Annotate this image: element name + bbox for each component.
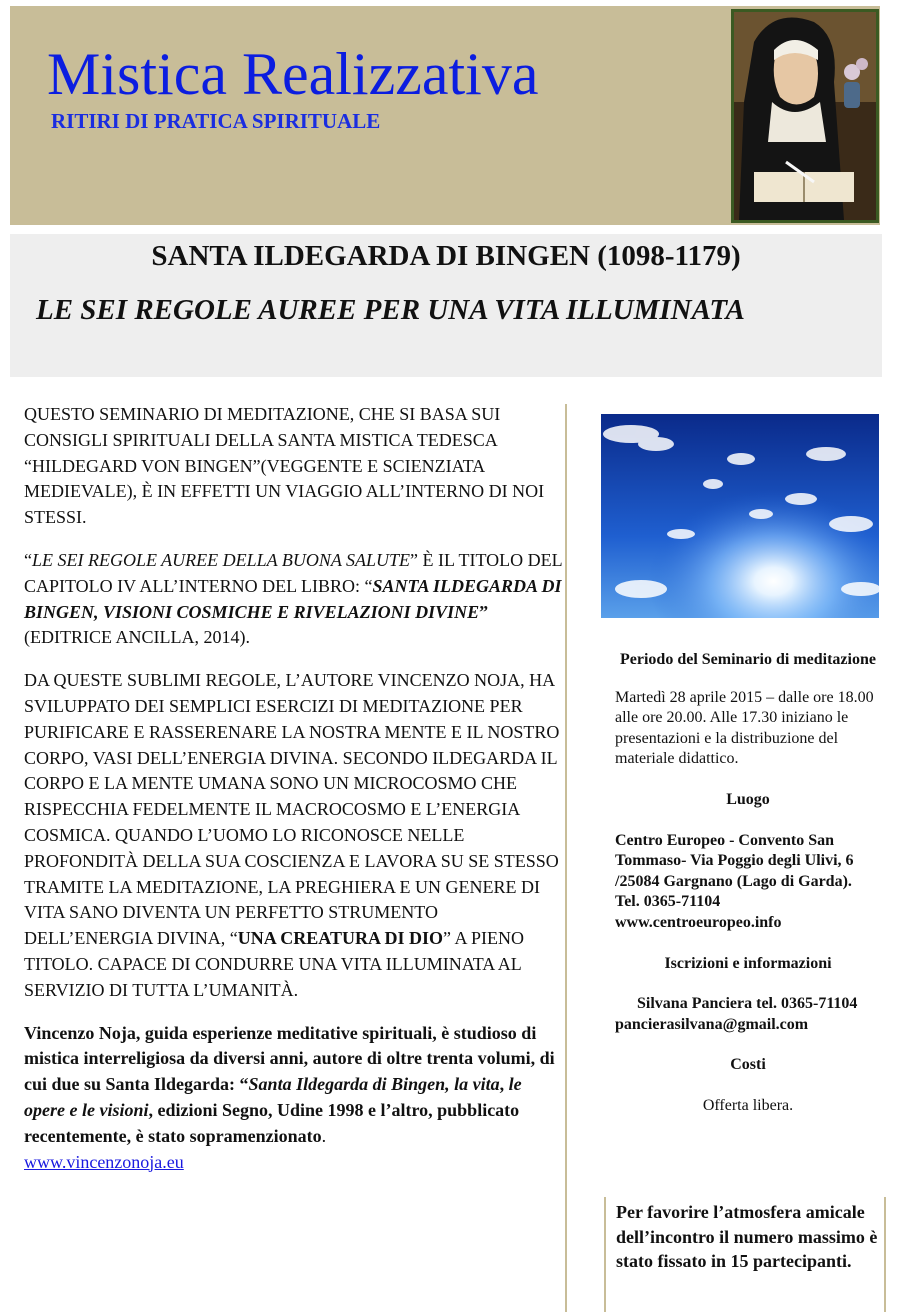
place-phone: Tel. 0365-71104 [615, 893, 721, 911]
period-heading: Periodo del Seminario di meditazione [620, 651, 876, 668]
info-email[interactable]: pancierasilvana@gmail.com [615, 1015, 809, 1033]
creature-phrase: UNA CREATURA DI DIO [237, 928, 443, 949]
rules-end: ” A PIENO TITOLO. CAPACE DI CONDURRE UNA VITA ILLUMINATA AL SERVIZIO DI TUTTA L’UMANITÀ. [24, 928, 524, 1000]
place-heading: Luogo [726, 790, 770, 808]
main-heading: SANTA ILDEGARDA DI BINGEN (1098-1179) [151, 240, 741, 272]
left-column [24, 402, 564, 1175]
intro-paragraph: QUESTO SEMINARIO DI MEDITAZIONE, CHE SI BASA SUI CONSIGLI SPIRITUALI DELLA SANTA MISTICA TEDESCA “HILDEGARD VON BINGEN”(VEGGENTE E SCIENZIATA MEDIEVALE), È IN EFFETTI UN VIAGGIO ALL’INTERNO DI NOI STESSI. [24, 404, 545, 528]
quote-open: “ [24, 549, 32, 570]
bio-text: Vincenzo Noja, guida esperienze meditative spirituali, è studioso di mistica interreligiosa da diversi anni, autore di oltre trenta volumi, di cui due su Santa Ildegarda: “ [24, 1022, 555, 1095]
rules-text: DA QUESTE SUBLIMI REGOLE, L’AUTORE VINCENZO NOJA, HA SVILUPPATO DEI SEMPLICI ESERCIZI DI MEDITAZIONE PER PURIFICARE E RASSERENARE LA NOSTRA MENTE E IL NOSTRO CORPO, VASI DELL’ENERGIA DIVINA. SECONDO ILDEGARDA IL CORPO E LA MENTE UMANA SONO UN MICROCOSMO CHE RISPECCHIA FEDELMENTE IL MACROCOSMO E L’ENERGIA COSMICA. QUANDO L’UOMO LO RICONOSCE NELLE PROFONDITÀ DELLA SUA COSCIENZA E LAVORA SU SE STESSO TRAMITE LA MEDITAZIONE, LA PREGHIERA E UN GENERE DI VITA SANO DIVENTA UN PERFETTO STRUMENTO DELL’ENERGIA DIVINA, “ [24, 670, 560, 949]
rules-paragraph [24, 668, 564, 1003]
sky-illustration [601, 414, 879, 618]
book-publisher: (EDITRICE ANCILLA, 2014). [24, 627, 250, 648]
page-subtitle: RITIRI DI PRATICA SPIRITUALE [51, 109, 381, 133]
main-subheading: LE SEI REGOLE AUREE PER UNA VITA ILLUMINATA [36, 294, 745, 326]
info-heading: Iscrizioni e informazioni [664, 954, 832, 972]
book-intro-text: ” È IL TITOLO DEL CAPITOLO IV ALL’INTERNO DEL LIBRO: “ [24, 549, 562, 596]
bio-book-title-2: le opere e le visioni [24, 1074, 522, 1120]
right-column [615, 650, 881, 1117]
bio-text-end: , edizioni Segno, Udine 1998 e l’altro, pubblicato recentemente, è stato sopramenzionato [24, 1099, 520, 1146]
place-website[interactable]: www.centroeuropeo.info [615, 913, 782, 931]
bio-comma: , [499, 1074, 509, 1095]
cost-heading: Costi [730, 1056, 766, 1074]
quote-close: ” [479, 601, 489, 622]
header-banner [10, 6, 880, 225]
bio-book-title-1: Santa Ildegarda di Bingen, la vita [248, 1074, 500, 1095]
sky-sun-image [601, 414, 879, 618]
info-contact: Silvana Panciera tel. 0365-71104 [637, 995, 858, 1013]
saint-portrait-image [731, 9, 879, 223]
heading-band [10, 234, 882, 377]
page-title: Mistica Realizzativa [47, 41, 539, 107]
book-title: SANTA ILDEGARDA DI BINGEN, VISIONI COSMICHE E RIVELAZIONI DIVINE [24, 575, 562, 622]
period-text: Martedì 28 aprile 2015 – dalle ore 18.00 alle ore 20.00. Alle 17.30 iniziano le presentazioni e la distribuzione del materiale didattico. [615, 688, 874, 768]
place-text: Centro Europeo - Convento San Tommaso- Via Poggio degli Ulivi, 6 /25084 Gargnano (Lago di Garda). [615, 831, 854, 890]
bio-dot: . [321, 1125, 327, 1146]
column-divider [565, 404, 567, 1312]
book-paragraph [24, 548, 564, 651]
participants-notice: Per favorire l’atmosfera amicale dell’incontro il numero massimo è stato fissato in 15 partecipanti. [604, 1197, 886, 1312]
portrait-illustration [734, 12, 876, 220]
author-bio [24, 1021, 564, 1176]
chapter-title: LE SEI REGOLE AUREE DELLA BUONA SALUTE [32, 549, 411, 570]
author-website-link[interactable]: www.vincenzonoja.eu [24, 1151, 184, 1172]
cost-text: Offerta libera. [702, 1096, 794, 1114]
